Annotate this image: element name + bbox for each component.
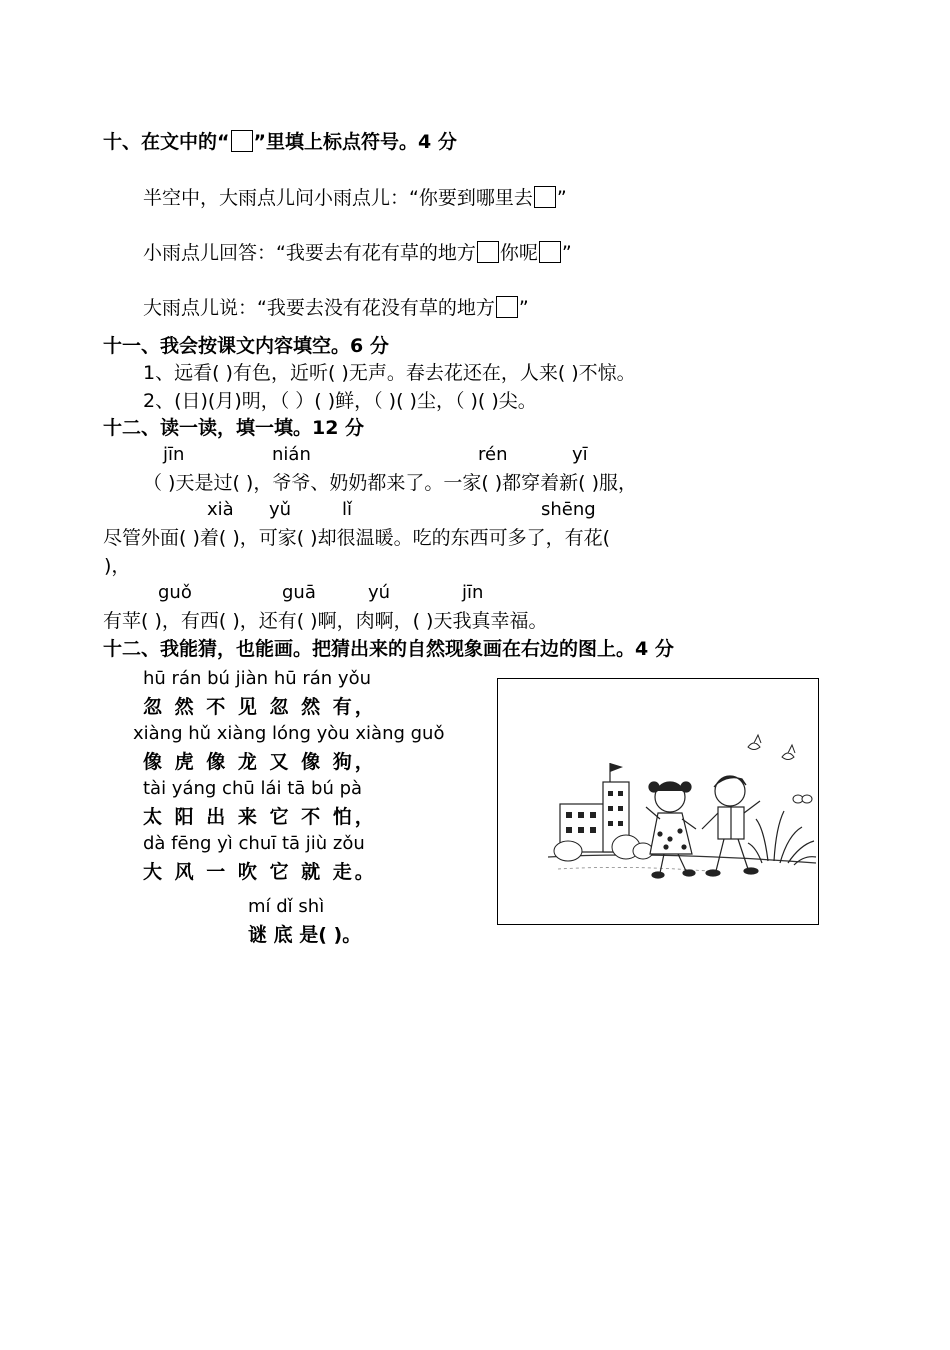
- flag-icon: [610, 763, 623, 782]
- riddle-pinyin-1: hū rán bú jiàn hū rán yǒu: [143, 668, 371, 689]
- answer-box-2[interactable]: [477, 241, 499, 263]
- pinyin-guo: guǒ: [158, 582, 192, 603]
- butterfly-icon: [793, 795, 812, 803]
- pinyin-li: lǐ: [342, 499, 353, 520]
- answer-pinyin: mí dǐ shì: [248, 896, 325, 917]
- q12-title: 十二、读一读，填一填。12 分: [103, 417, 365, 439]
- riddle-pinyin-4: dà fēng yì chuī tā jiù zǒu: [143, 833, 365, 854]
- q10-line-1: 半空中，大雨点儿问小雨点儿：“你要到哪里去 ”: [143, 187, 567, 209]
- drawing-area[interactable]: [497, 678, 819, 925]
- bird-icon: [748, 735, 795, 760]
- pinyin-yi: yī: [572, 444, 588, 465]
- pinyin-jin: jīn: [163, 444, 185, 465]
- pinyin-nian: nián: [272, 444, 311, 465]
- pinyin-ren: rén: [478, 444, 508, 465]
- riddle-line-2: 像 虎 像 龙 又 像 狗，: [143, 751, 377, 773]
- q13-title: 十二、我能猜，也能画。把猜出来的自然现象画在右边的图上。4 分: [103, 638, 674, 660]
- riddle-pinyin-2: xiàng hǔ xiàng lóng yòu xiàng guǒ: [133, 723, 445, 744]
- pinyin-xia: xià: [207, 499, 234, 520]
- q10-title: 十、在文中的“ ”里填上标点符号。4 分: [103, 131, 457, 153]
- girl-icon: [646, 782, 696, 878]
- answer-box-4[interactable]: [496, 296, 518, 318]
- answer-box-1[interactable]: [534, 186, 556, 208]
- pinyin-jin2: jīn: [462, 582, 484, 603]
- q12-line-2: 尽管外面( )着( )，可家( )却很温暖。吃的东西可多了，有花(: [103, 527, 611, 549]
- boy-icon: [702, 776, 760, 876]
- grass-icon: [748, 811, 816, 865]
- riddle-line-3: 太 阳 出 来 它 不 怕，: [143, 806, 377, 828]
- riddle-line-4: 大 风 一 吹 它 就 走。: [143, 861, 377, 883]
- q10-line-3: 大雨点儿说：“我要去没有花没有草的地方 ”: [143, 297, 529, 319]
- q12-line-1: （ )天是过( )，爷爷、奶奶都来了。一家( )都穿着新( )服，: [143, 472, 638, 494]
- pinyin-gua: guā: [282, 582, 316, 603]
- answer-line[interactable]: 谜 底 是( )。: [248, 924, 362, 946]
- q11-line-1: 1、远看( )有色，近听( )无声。春去花还在，人来( )不惊。: [143, 362, 636, 384]
- punctuation-box[interactable]: [231, 130, 253, 152]
- riddle-line-1: 忽 然 不 见 忽 然 有，: [143, 696, 377, 718]
- answer-box-3[interactable]: [539, 241, 561, 263]
- pinyin-sheng: shēng: [541, 499, 596, 520]
- riddle-pinyin-3: tài yáng chū lái tā bú pà: [143, 778, 363, 799]
- pinyin-yu: yǔ: [269, 499, 292, 520]
- q11-title: 十一、我会按课文内容填空。6 分: [103, 335, 389, 357]
- q10-line-2: 小雨点儿回答：“我要去有花有草的地方 你呢 ”: [143, 242, 572, 264]
- q12-line-2-wrap: )，: [104, 555, 131, 577]
- q11-line-2: 2、(日)(月)明，（ ）( )鲜，（ )( )尘，（ )( )尖。: [143, 390, 537, 412]
- illustration-svg: [498, 679, 818, 924]
- pinyin-yu2: yú: [368, 582, 391, 603]
- q12-line-3: 有苹( )，有西( )，还有( )啊，肉啊，( )天我真幸福。: [103, 610, 548, 632]
